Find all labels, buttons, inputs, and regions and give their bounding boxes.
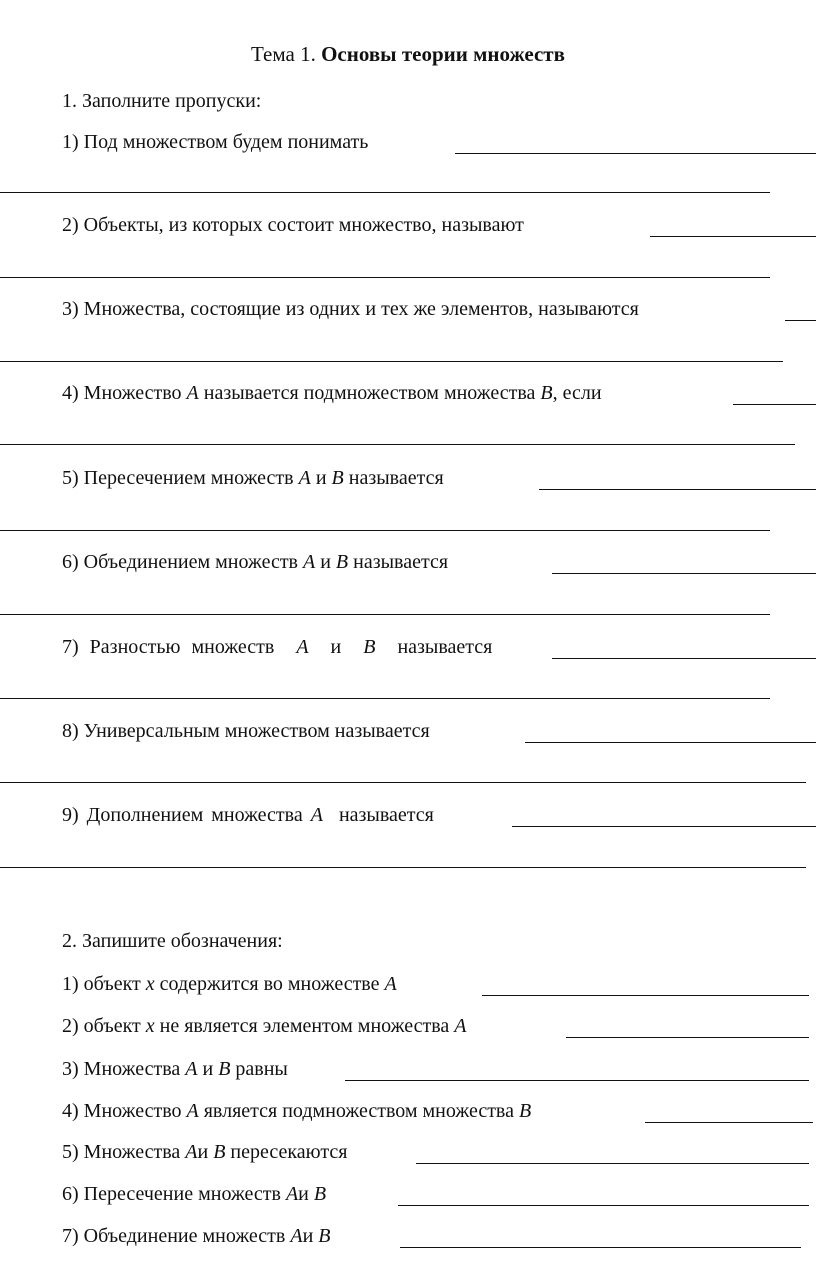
answer-blank[interactable] [645, 1122, 813, 1123]
item-text: Пересечением множеств [83, 467, 294, 489]
item-text: и [202, 1058, 214, 1080]
item-text: и [320, 551, 331, 573]
item-text: называется [348, 467, 444, 489]
variable-a: A [186, 382, 199, 404]
section2-heading: 2. Запишите обозначения: [62, 930, 283, 952]
item-text: Объединением множеств [83, 551, 298, 573]
variable-a: A [186, 1100, 199, 1122]
variable-b: B [335, 551, 349, 573]
item-text: Множества [83, 1141, 181, 1163]
answer-line[interactable] [0, 444, 795, 445]
item-number: 4) [62, 1100, 79, 1122]
answer-line[interactable] [0, 698, 770, 699]
answer-line[interactable] [0, 277, 770, 278]
title-text: Основы теории множеств [321, 42, 565, 66]
title-prefix: Тема 1. [251, 42, 316, 66]
answer-blank[interactable] [650, 236, 816, 237]
variable-b: B [313, 1183, 327, 1205]
item-text: объект [83, 1015, 141, 1037]
variable-a: A [298, 467, 311, 489]
answer-blank[interactable] [552, 573, 816, 574]
s1-item-7 [62, 636, 492, 659]
variable-x: x [145, 973, 155, 995]
answer-line[interactable] [0, 614, 770, 615]
item-text: называется [353, 551, 449, 573]
s1-item-5 [62, 467, 444, 490]
item-text: и [315, 467, 327, 489]
s1-item-8 [62, 720, 430, 743]
item-number: 1) [62, 973, 79, 995]
item-text: и [298, 1183, 309, 1205]
item-text: пересекаются [230, 1141, 348, 1163]
item-number: 2) [62, 1015, 79, 1037]
item-text: Под множеством будем понимать [83, 131, 369, 153]
item-text: объект [83, 973, 141, 995]
answer-blank[interactable] [525, 742, 816, 743]
item-text: Разностью множеств [89, 636, 275, 658]
item-text: называется подмножеством множества [203, 382, 536, 404]
variable-a: A [384, 973, 397, 995]
item-text: Множество [83, 382, 182, 404]
answer-blank[interactable] [552, 658, 816, 659]
variable-b: B [331, 467, 344, 489]
answer-blank[interactable] [512, 826, 816, 827]
item-text: Дополнением множества [86, 804, 303, 826]
s2-item-5 [62, 1141, 347, 1164]
page-title [0, 42, 816, 67]
variable-b: B [218, 1058, 231, 1080]
item-text: Множества, состоящие из одних и тех же элементов, называются [83, 298, 639, 320]
item-number: 9) [62, 804, 79, 826]
item-text: Объекты, из которых состоит множество, называют [83, 214, 524, 236]
answer-blank[interactable] [455, 153, 816, 154]
item-text: называется [397, 636, 493, 658]
item-text: и [197, 1141, 209, 1163]
variable-a: A [290, 1225, 303, 1247]
answer-blank[interactable] [566, 1037, 809, 1038]
item-text: называется [338, 804, 434, 826]
variable-b: B [540, 382, 553, 404]
answer-blank[interactable] [416, 1163, 809, 1164]
s1-item-1 [62, 131, 368, 154]
item-text: и [330, 636, 342, 658]
s2-item-1 [62, 973, 397, 996]
item-number: 4) [62, 382, 79, 404]
item-number: 5) [62, 1141, 79, 1163]
answer-blank[interactable] [785, 320, 816, 321]
s2-item-4 [62, 1100, 531, 1123]
variable-b: B [213, 1141, 226, 1163]
item-text: не является элементом множества [159, 1015, 450, 1037]
answer-blank[interactable] [398, 1205, 809, 1206]
item-text: Универсальным множеством называется [83, 720, 430, 742]
item-text: Объединение множеств [83, 1225, 286, 1247]
item-number: 3) [62, 1058, 79, 1080]
variable-x: x [145, 1015, 155, 1037]
s1-item-4 [62, 382, 602, 405]
answer-line[interactable] [0, 361, 783, 362]
item-number: 5) [62, 467, 79, 489]
item-number: 2) [62, 214, 79, 236]
s1-item-2 [62, 214, 524, 237]
variable-a: A [303, 551, 316, 573]
item-number: 7) [62, 636, 79, 658]
item-number: 3) [62, 298, 79, 320]
s2-item-7 [62, 1225, 330, 1248]
s2-item-6 [62, 1183, 326, 1206]
answer-line[interactable] [0, 867, 806, 868]
item-number: 6) [62, 551, 79, 573]
item-text: является подмножеством множества [203, 1100, 514, 1122]
item-number: 1) [62, 131, 79, 153]
answer-blank[interactable] [482, 995, 809, 996]
item-text: Множества [83, 1058, 181, 1080]
answer-line[interactable] [0, 782, 806, 783]
variable-a: A [296, 636, 309, 658]
item-text: , если [552, 382, 602, 404]
item-number: 8) [62, 720, 79, 742]
s1-item-3 [62, 298, 639, 321]
variable-a: A [185, 1058, 198, 1080]
answer-blank[interactable] [400, 1247, 801, 1248]
s1-item-9 [62, 804, 434, 827]
answer-blank[interactable] [733, 404, 816, 405]
variable-a: A [185, 1141, 198, 1163]
variable-b: B [318, 1225, 331, 1247]
section1-heading: 1. Заполните пропуски: [62, 90, 262, 112]
answer-blank[interactable] [345, 1080, 809, 1081]
item-text: Множество [83, 1100, 182, 1122]
item-text: и [302, 1225, 314, 1247]
item-number: 7) [62, 1225, 79, 1247]
item-text: равны [235, 1058, 288, 1080]
answer-line[interactable] [0, 192, 770, 193]
answer-line[interactable] [0, 530, 770, 531]
variable-a: A [454, 1015, 467, 1037]
s1-item-6 [62, 551, 448, 574]
variable-b: B [363, 636, 376, 658]
variable-a: A [285, 1183, 299, 1205]
s2-item-2 [62, 1015, 466, 1038]
variable-b: B [519, 1100, 532, 1122]
item-text: Пересечение множеств [83, 1183, 281, 1205]
variable-a: A [310, 804, 323, 826]
answer-blank[interactable] [539, 489, 816, 490]
s2-item-3 [62, 1058, 288, 1081]
item-text: содержится во множестве [159, 973, 380, 995]
item-number: 6) [62, 1183, 79, 1205]
